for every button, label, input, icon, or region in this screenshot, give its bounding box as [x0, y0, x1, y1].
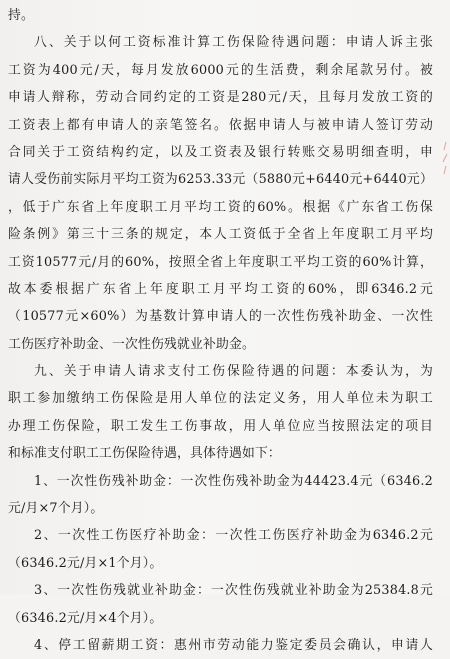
- text-line: 故本委根据广东省上年度职工月平均工资的60%，即6346.2元: [8, 281, 433, 297]
- text-line: 工伤医疗补助金、一次性伤残就业补助金。: [8, 336, 255, 352]
- section-9-heading-line: 九、关于申请人请求支付工伤保险待遇的问题：本委认为，为: [34, 364, 433, 380]
- text-line: 合同关于工资结构约定，以及工资表及银行转账交易明细查明，申: [8, 144, 433, 160]
- text-line: 工资为400元/天，每月发放6000元的生活费，剩余尾款另付。被: [8, 62, 433, 78]
- list-item-4-line: 4、停工留薪期工资：惠州市劳动能力鉴定委员会确认，申请人: [34, 637, 433, 653]
- list-item-3-line: 3、一次性伤残就业补助金：一次性伤残就业补助金为25384.8元: [34, 583, 433, 599]
- text-line: 职工参加缴纳工伤保险是用人单位的法定义务，用人单位未为职工: [8, 391, 433, 407]
- text-line: 工资表上都有申请人的亲笔签名。依据申请人与被申请人签订劳动: [8, 117, 433, 133]
- text-line: ，低于广东省上年度职工月平均工资的60%。根据《广东省工伤保: [8, 199, 433, 215]
- text-line: （10577元×60%）为基数计算申请人的一次性伤残补助金、一次性: [8, 309, 433, 325]
- text-line: 申请人辩称，劳动合同约定的工资是280元/天，且每月发放工资的: [8, 90, 433, 106]
- text-line: 元/月×7个月）。: [8, 501, 104, 517]
- text-line: （6346.2元/月×1个月）。: [8, 555, 163, 571]
- text-line: 办理工伤保险，职工发生工伤事故，用人单位应当按照法定的项目: [8, 418, 433, 434]
- text-line: 请人受伤前实际月平均工资为6253.33元（5880元+6440元+6440元）: [8, 172, 433, 188]
- list-item-2-line: 2、一次性工伤医疗补助金：一次性工伤医疗补助金为6346.2元: [34, 528, 433, 544]
- document-body: [8, 2, 433, 659]
- text-line: 工资10577元/月的60%，按照全省上年度职工平均工资的60%计算，: [8, 254, 433, 270]
- text-line: 持。: [8, 8, 34, 23]
- list-item-1-line: 1、一次性伤残补助金：一次性伤残补助金为44423.4元（6346.2: [34, 473, 433, 489]
- text-line: （6346.2元/月×4个月）。: [8, 610, 163, 626]
- text-line: 险条例》第三十三条的规定，本人工资低于全省上年度职工月平均: [8, 227, 433, 243]
- text-line: 和标准支付职工工伤保险待遇，具体待遇如下：: [8, 446, 281, 462]
- seal-edge-mark: [438, 140, 448, 180]
- section-8-heading-line: 八、关于以何工资标准计算工伤保险待遇问题：申请人诉主张: [34, 35, 433, 51]
